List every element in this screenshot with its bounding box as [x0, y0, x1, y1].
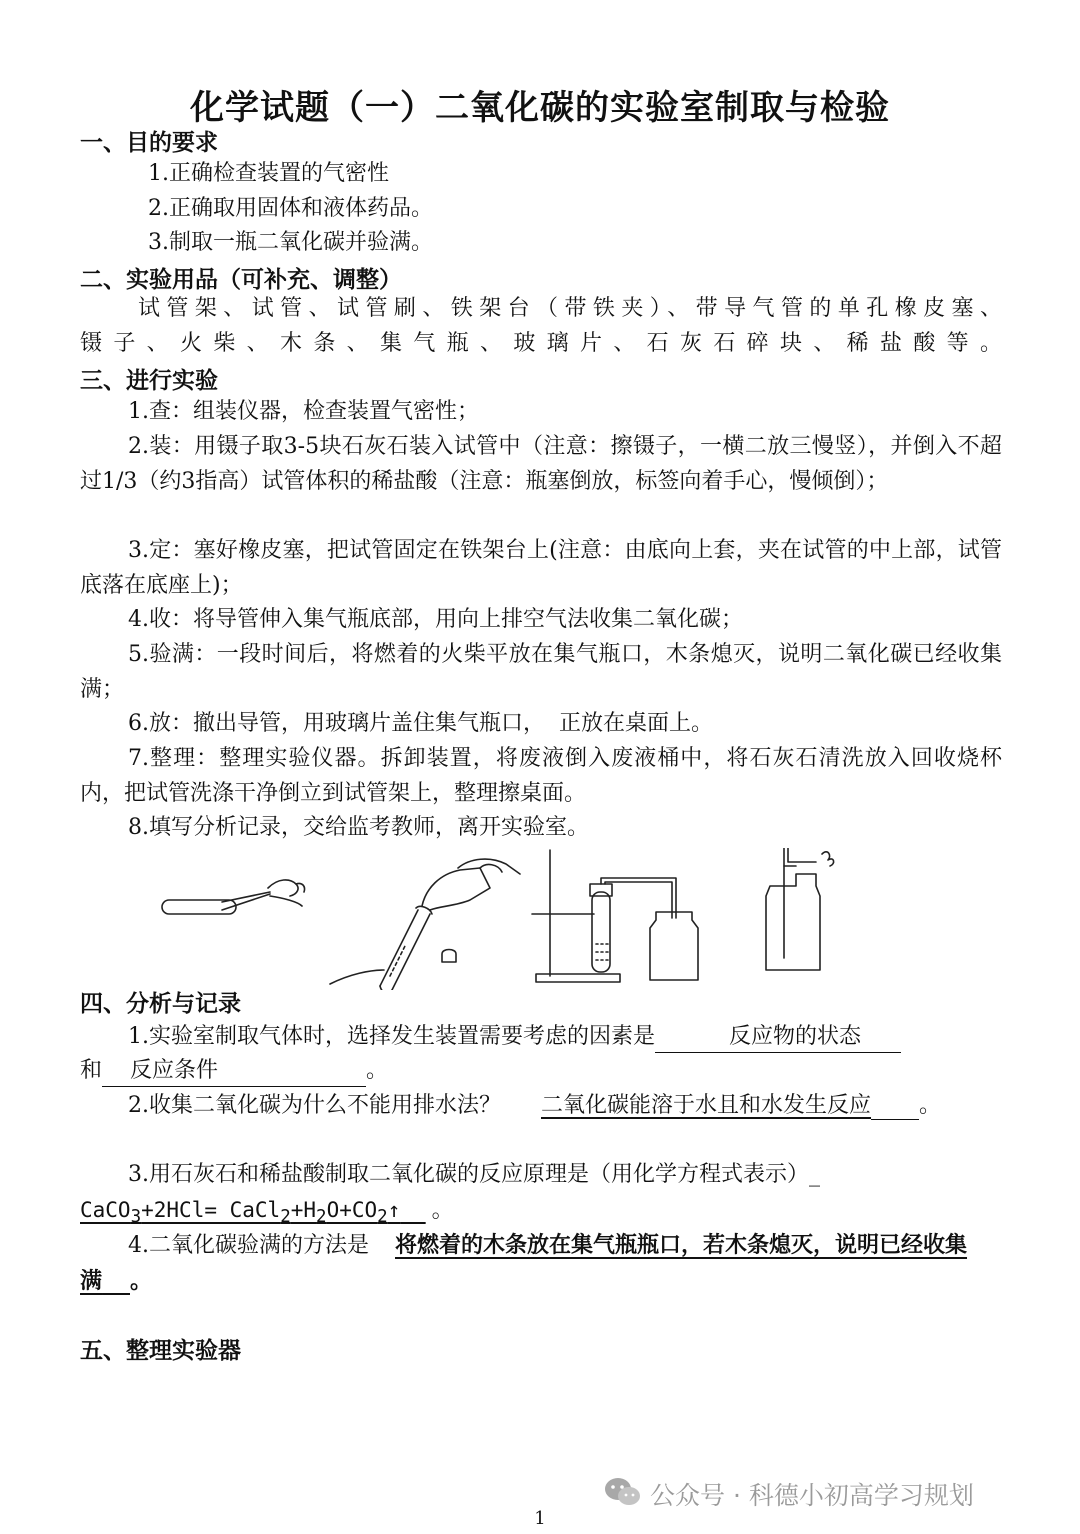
- wechat-watermark: [604, 1474, 1044, 1510]
- gas-bottle-verification-figure: [766, 848, 834, 970]
- page-number: 1: [534, 1508, 546, 1529]
- retort-stand-apparatus-figure: [532, 850, 698, 982]
- question-4-end: 。: [130, 1267, 153, 1294]
- objective-item: 1.正确检查装置的气密性: [148, 161, 389, 186]
- procedure-step: 5.验满：一段时间后，将燃着的火柴平放在集气瓶口，木条熄灭，说明二氧化碳已经收集满；: [80, 642, 1002, 702]
- section-heading-materials: 二、实验用品（可补充、调整）: [80, 267, 402, 293]
- question-2: [80, 1089, 1002, 1124]
- wechat-icon: [604, 1476, 642, 1508]
- question-1-text: 1.实验室制取气体时，选择发生装置需要考虑的因素是: [128, 1024, 655, 1049]
- question-2-text: 2.收集二氧化碳为什么不能用排水法？: [128, 1093, 501, 1118]
- question-3-end: 。: [431, 1198, 454, 1223]
- answer-2: 二氧化碳能溶于水且和水发生反应: [541, 1093, 872, 1118]
- objective-item: 2.正确取用固体和液体药品。: [148, 196, 433, 221]
- tweezers-test-tube-figure: [162, 880, 305, 914]
- experiment-illustrations: [150, 848, 870, 990]
- answer-4-tail: [102, 1269, 130, 1294]
- procedure-step: 3.定：塞好橡皮塞，把试管固定在铁架台上(注意：由底向上套，夹在试管的中上部，试管底落在底座上)；: [80, 538, 1002, 598]
- question-4-text: 4.二氧化碳验满的方法是: [128, 1233, 369, 1258]
- section-heading-cleanup: 五、整理实验器: [80, 1338, 241, 1364]
- answer-1b: 反应条件: [102, 1056, 366, 1087]
- procedure-step: 7.整理：整理实验仪器。拆卸装置，将废液倒入废液桶中，将石灰石清洗放入回收烧杯内，把试管洗涤干净倒立到试管架上，整理擦桌面。: [80, 746, 1002, 806]
- procedure-step: 6.放：撤出导管，用玻璃片盖住集气瓶口， 正放在桌面上。: [128, 711, 713, 736]
- procedure-step: 4.收：将导管伸入集气瓶底部，用向上排空气法收集二氧化碳；: [128, 607, 743, 632]
- section-heading-objectives: 一、目的要求: [80, 130, 218, 156]
- objective-item: 3.制取一瓶二氧化碳并验满。: [148, 230, 433, 255]
- question-1-cont: [80, 1054, 1002, 1089]
- procedure-step: 8.填写分析记录，交给监考教师，离开实验室。: [128, 815, 589, 840]
- question-1: [80, 1020, 1002, 1055]
- answer-2-blank-tail: [871, 1097, 919, 1120]
- procedure-step: 1.查：组装仪器，检查装置气密性；: [128, 399, 479, 424]
- watermark-text: 公众号 · 科德小初高学习规划: [650, 1481, 974, 1510]
- answer-4: 将燃着的木条放在集气瓶瓶口，若木条熄灭，说明已经收集满: [80, 1232, 968, 1294]
- materials-line: 试管架、试管、试管刷、铁架台（带铁夹）、带导气管的单孔橡皮塞、: [138, 296, 1002, 321]
- question-1-end: 。: [366, 1058, 389, 1083]
- section-heading-analysis: 四、分析与记录: [80, 991, 241, 1017]
- pouring-acid-figure: [330, 859, 520, 990]
- question-2-end: 。: [919, 1093, 942, 1118]
- question-4: [80, 1228, 1002, 1299]
- procedure-step: 2.装：用镊子取3-5块石灰石装入试管中（注意：擦镊子，一横二放三慢竖），并倒入不超过1/3（约3指高）试管体积的稀盐酸（注意：瓶塞倒放，标签向着手心，慢倾倒）；: [80, 434, 1002, 494]
- question-3: 3.用石灰石和稀盐酸制取二氧化碳的反应原理是（用化学方程式表示）_: [128, 1162, 820, 1187]
- answer-1a: 反应物的状态: [655, 1022, 901, 1053]
- chemical-equation: CaCO$_3$+2HCl= $CaCl_2+H_2O+CO_2↑$: [80, 1198, 401, 1228]
- page-title: 化学试题（一）二氧化碳的实验室制取与检验: [190, 88, 890, 128]
- question-1-and: 和: [80, 1058, 103, 1083]
- materials-line: 镊子、火柴、木条、集气瓶、玻璃片、石灰石碎块、稀盐酸等。: [80, 331, 1002, 356]
- section-heading-procedure: 三、进行实验: [80, 368, 218, 394]
